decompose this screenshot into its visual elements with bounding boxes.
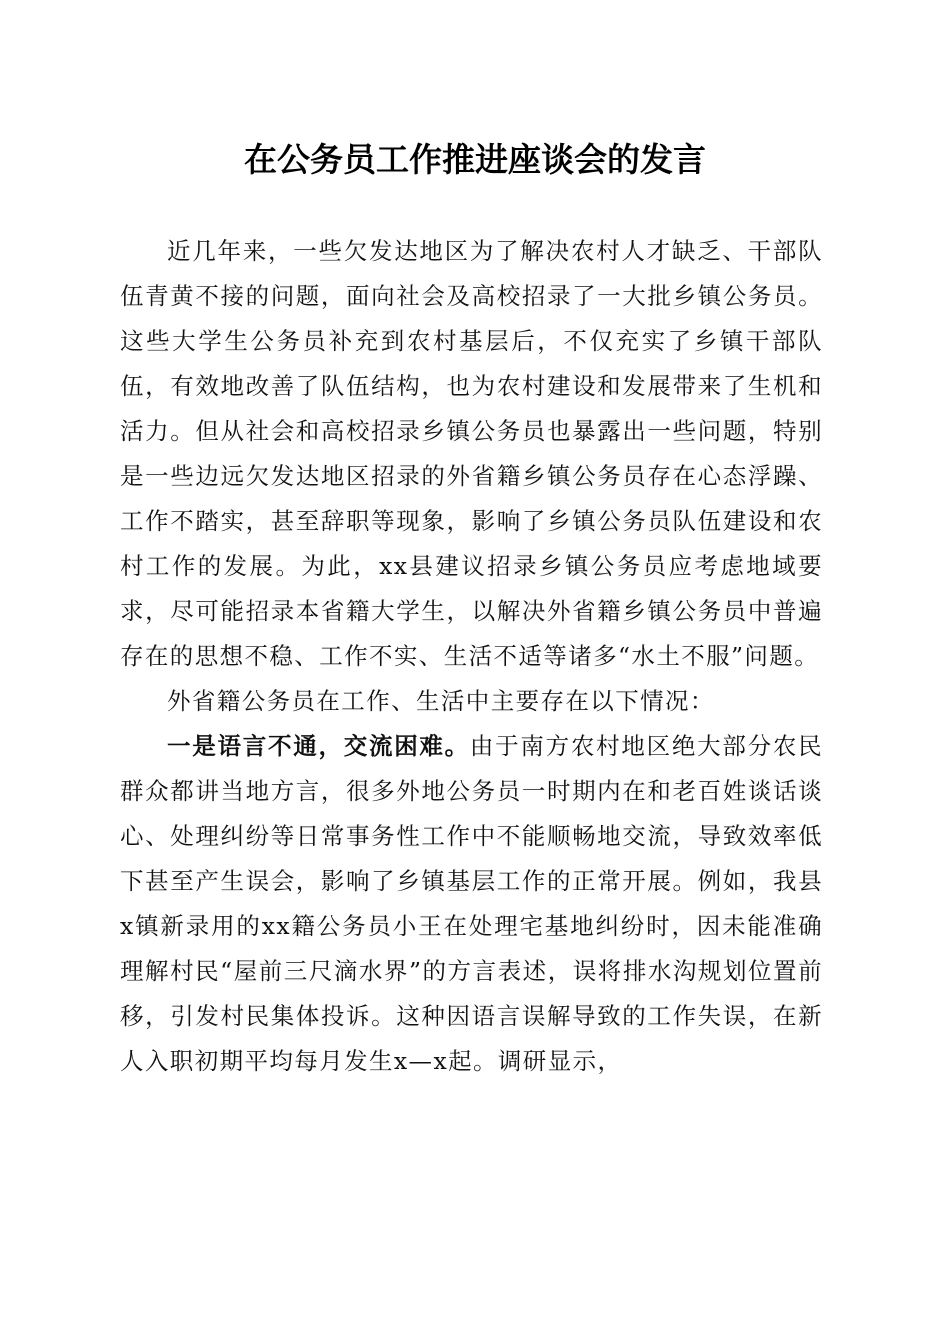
paragraph (120, 724, 823, 1084)
document-title: 在公务员工作推进座谈会的发言 (244, 140, 706, 179)
paragraph (120, 229, 823, 679)
paragraph-text: 外省籍公务员在工作、生活中主要存在以下情况： (167, 687, 715, 715)
paragraph-lead: 一是语言不通，交流困难。 (167, 732, 470, 760)
paragraph-text: 由于南方农村地区绝大部分农民群众都讲当地方言，很多外地公务员一时期内在和老百姓谈话谈心、处理纠纷等日常事务性工作中不能顺畅地交流，导致效率低下甚至产生误会，影响了乡镇基层工作的正常开展。例如，我县x镇新录用的xx籍公务员小王在处理宅基地纠纷时，因未能准确理解村民“屋前三尺滴水界”的方言表述，误将排水沟规划位置前移，引发村民集体投诉。这种因语言误解导致的工作失误，在新人入职初期平均每月发生x—x起。调研显示， (120, 732, 823, 1075)
document-body (120, 229, 823, 1084)
paragraph-text: 近几年来，一些欠发达地区为了解决农村人才缺乏、干部队伍青黄不接的问题，面向社会及高校招录了一大批乡镇公务员。这些大学生公务员补充到农村基层后，不仅充实了乡镇干部队伍，有效地改善了队伍结构，也为农村建设和发展带来了生机和活力。但从社会和高校招录乡镇公务员也暴露出一些问题，特别是一些边远欠发达地区招录的外省籍乡镇公务员存在心态浮躁、工作不踏实，甚至辞职等现象，影响了乡镇公务员队伍建设和农村工作的发展。为此，xx县建议招录乡镇公务员应考虑地域要求，尽可能招录本省籍大学生，以解决外省籍乡镇公务员中普遍存在的思想不稳、工作不实、生活不适等诸多“水土不服”问题。 (120, 237, 823, 670)
paragraph (120, 679, 823, 724)
